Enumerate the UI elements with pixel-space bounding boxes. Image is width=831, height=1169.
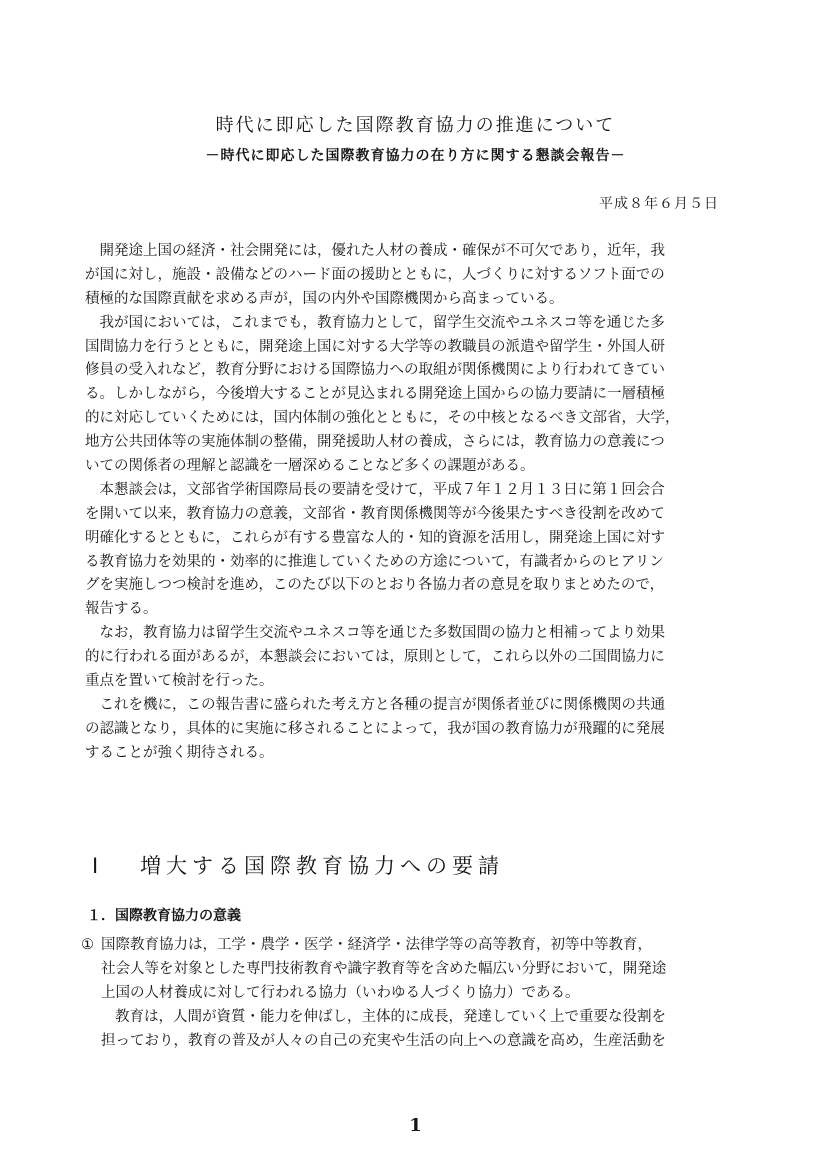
item-line: 国際教育協力は，工学・農学・医学・経済学・法律学等の高等教育，初等中等教育， (101, 937, 652, 953)
body-line: グを実施しつつ検討を進め，このたび以下のとおり各協力者の意見を取りまとめたので， (85, 577, 665, 594)
body-line: 積極的な国際貢献を求める声が，国の内外や国際機関から高まっている。 (85, 290, 564, 307)
body-line: の認識となり，具体的に実施に移されることによって，我が国の教育協力が飛躍的に発展 (85, 720, 665, 737)
body-line: る。しかしながら，今後増大することが見込まれる開発途上国からの協力要請に一層積極 (85, 386, 665, 403)
body-line: 的に対応していくためには，国内体制の強化とともに，その中核となるべき文部省，大学， (85, 410, 680, 427)
body-line: 明確化するとともに，これらが有する豊富な人的・知的資源を活用し，開発途上国に対す (85, 529, 665, 546)
item-marker: ① (81, 937, 94, 953)
body-line: 我が国においては，これまでも，教育協力として，留学生交流やユネスコ等を通じた多 (85, 314, 665, 331)
body-line: が国に対し，施設・設備などのハード面の援助とともに，人づくりに対するソフト面での (85, 266, 665, 283)
item-line: 社会人等を対象とした専門技術教育や識字教育等を含めた幅広い分野において，開発途 (101, 960, 667, 977)
numbered-item (81, 934, 731, 1053)
section-heading (92, 852, 504, 880)
document-subtitle: －時代に即応した国際教育協力の在り方に関する懇談会報告－ (205, 148, 626, 164)
body-text (85, 240, 725, 766)
body-line: 的に行われる面があるが，本懇談会においては，原則として，これら以外の二国間協力に (85, 649, 665, 666)
body-line: 重点を置いて検討を行った。 (85, 673, 274, 690)
subsection-heading: １．国際教育協力の意義 (87, 908, 241, 924)
body-line: 開発途上国の経済・社会開発には，優れた人材の養成・確保が不可欠であり，近年，我 (85, 243, 665, 259)
document-date: 平成８年６月５日 (599, 196, 719, 212)
section-title: 増大する国際教育協力への要請 (140, 854, 504, 878)
document-title: 時代に即応した国際教育協力の推進について (215, 115, 616, 136)
body-line: 国間協力を行うとともに，開発途上国に対する大学等の教職員の派遣や留学生・外国人研 (85, 338, 665, 355)
item-paragraph-line: 担っており，教育の普及が人々の自己の充実や生活の向上への意識を高め，生産活動を (101, 1032, 666, 1049)
body-line: 本懇談会は，文部省学術国際局長の要請を受けて，平成７年１２月１３日に第１回会合 (85, 481, 665, 498)
body-line: 報告する。 (85, 601, 158, 618)
body-line: することが強く期待される。 (85, 744, 274, 761)
item-line: 上国の人材養成に対して行われる協力（いわゆる人づくり協力）である。 (101, 984, 580, 1001)
body-line: を開いて以来，教育協力の意義，文部省・教育関係機関等が今後果たすべき役割を改めて (85, 505, 665, 522)
item-first-line (81, 934, 731, 958)
body-line: なお，教育協力は留学生交流やユネスコ等を通じた多数国間の協力と相補ってより効果 (85, 625, 665, 642)
body-line: 地方公共団体等の実施体制の整備，開発援助人材の養成，さらには，教育協力の意義につ (85, 434, 665, 451)
page-number: 1 (409, 1115, 422, 1136)
body-line: 修員の受入れなど，教育分野における国際協力への取組が関係機関により行われてきてい (85, 362, 665, 379)
body-line: これを機に，この報告書に盛られた考え方と各種の提言が関係者並びに関係機関の共通 (85, 696, 665, 713)
body-line: る教育協力を効果的・効率的に推進していくための方途について，有識者からのヒアリン (85, 553, 664, 570)
item-paragraph-line: 教育は，人間が資質・能力を伸ばし，主体的に成長，発達していく上で重要な役割を (115, 1008, 666, 1025)
section-number: Ⅰ (92, 854, 104, 878)
body-line: いての関係者の理解と認識を一層深めることなど多くの課題がある。 (85, 458, 535, 475)
